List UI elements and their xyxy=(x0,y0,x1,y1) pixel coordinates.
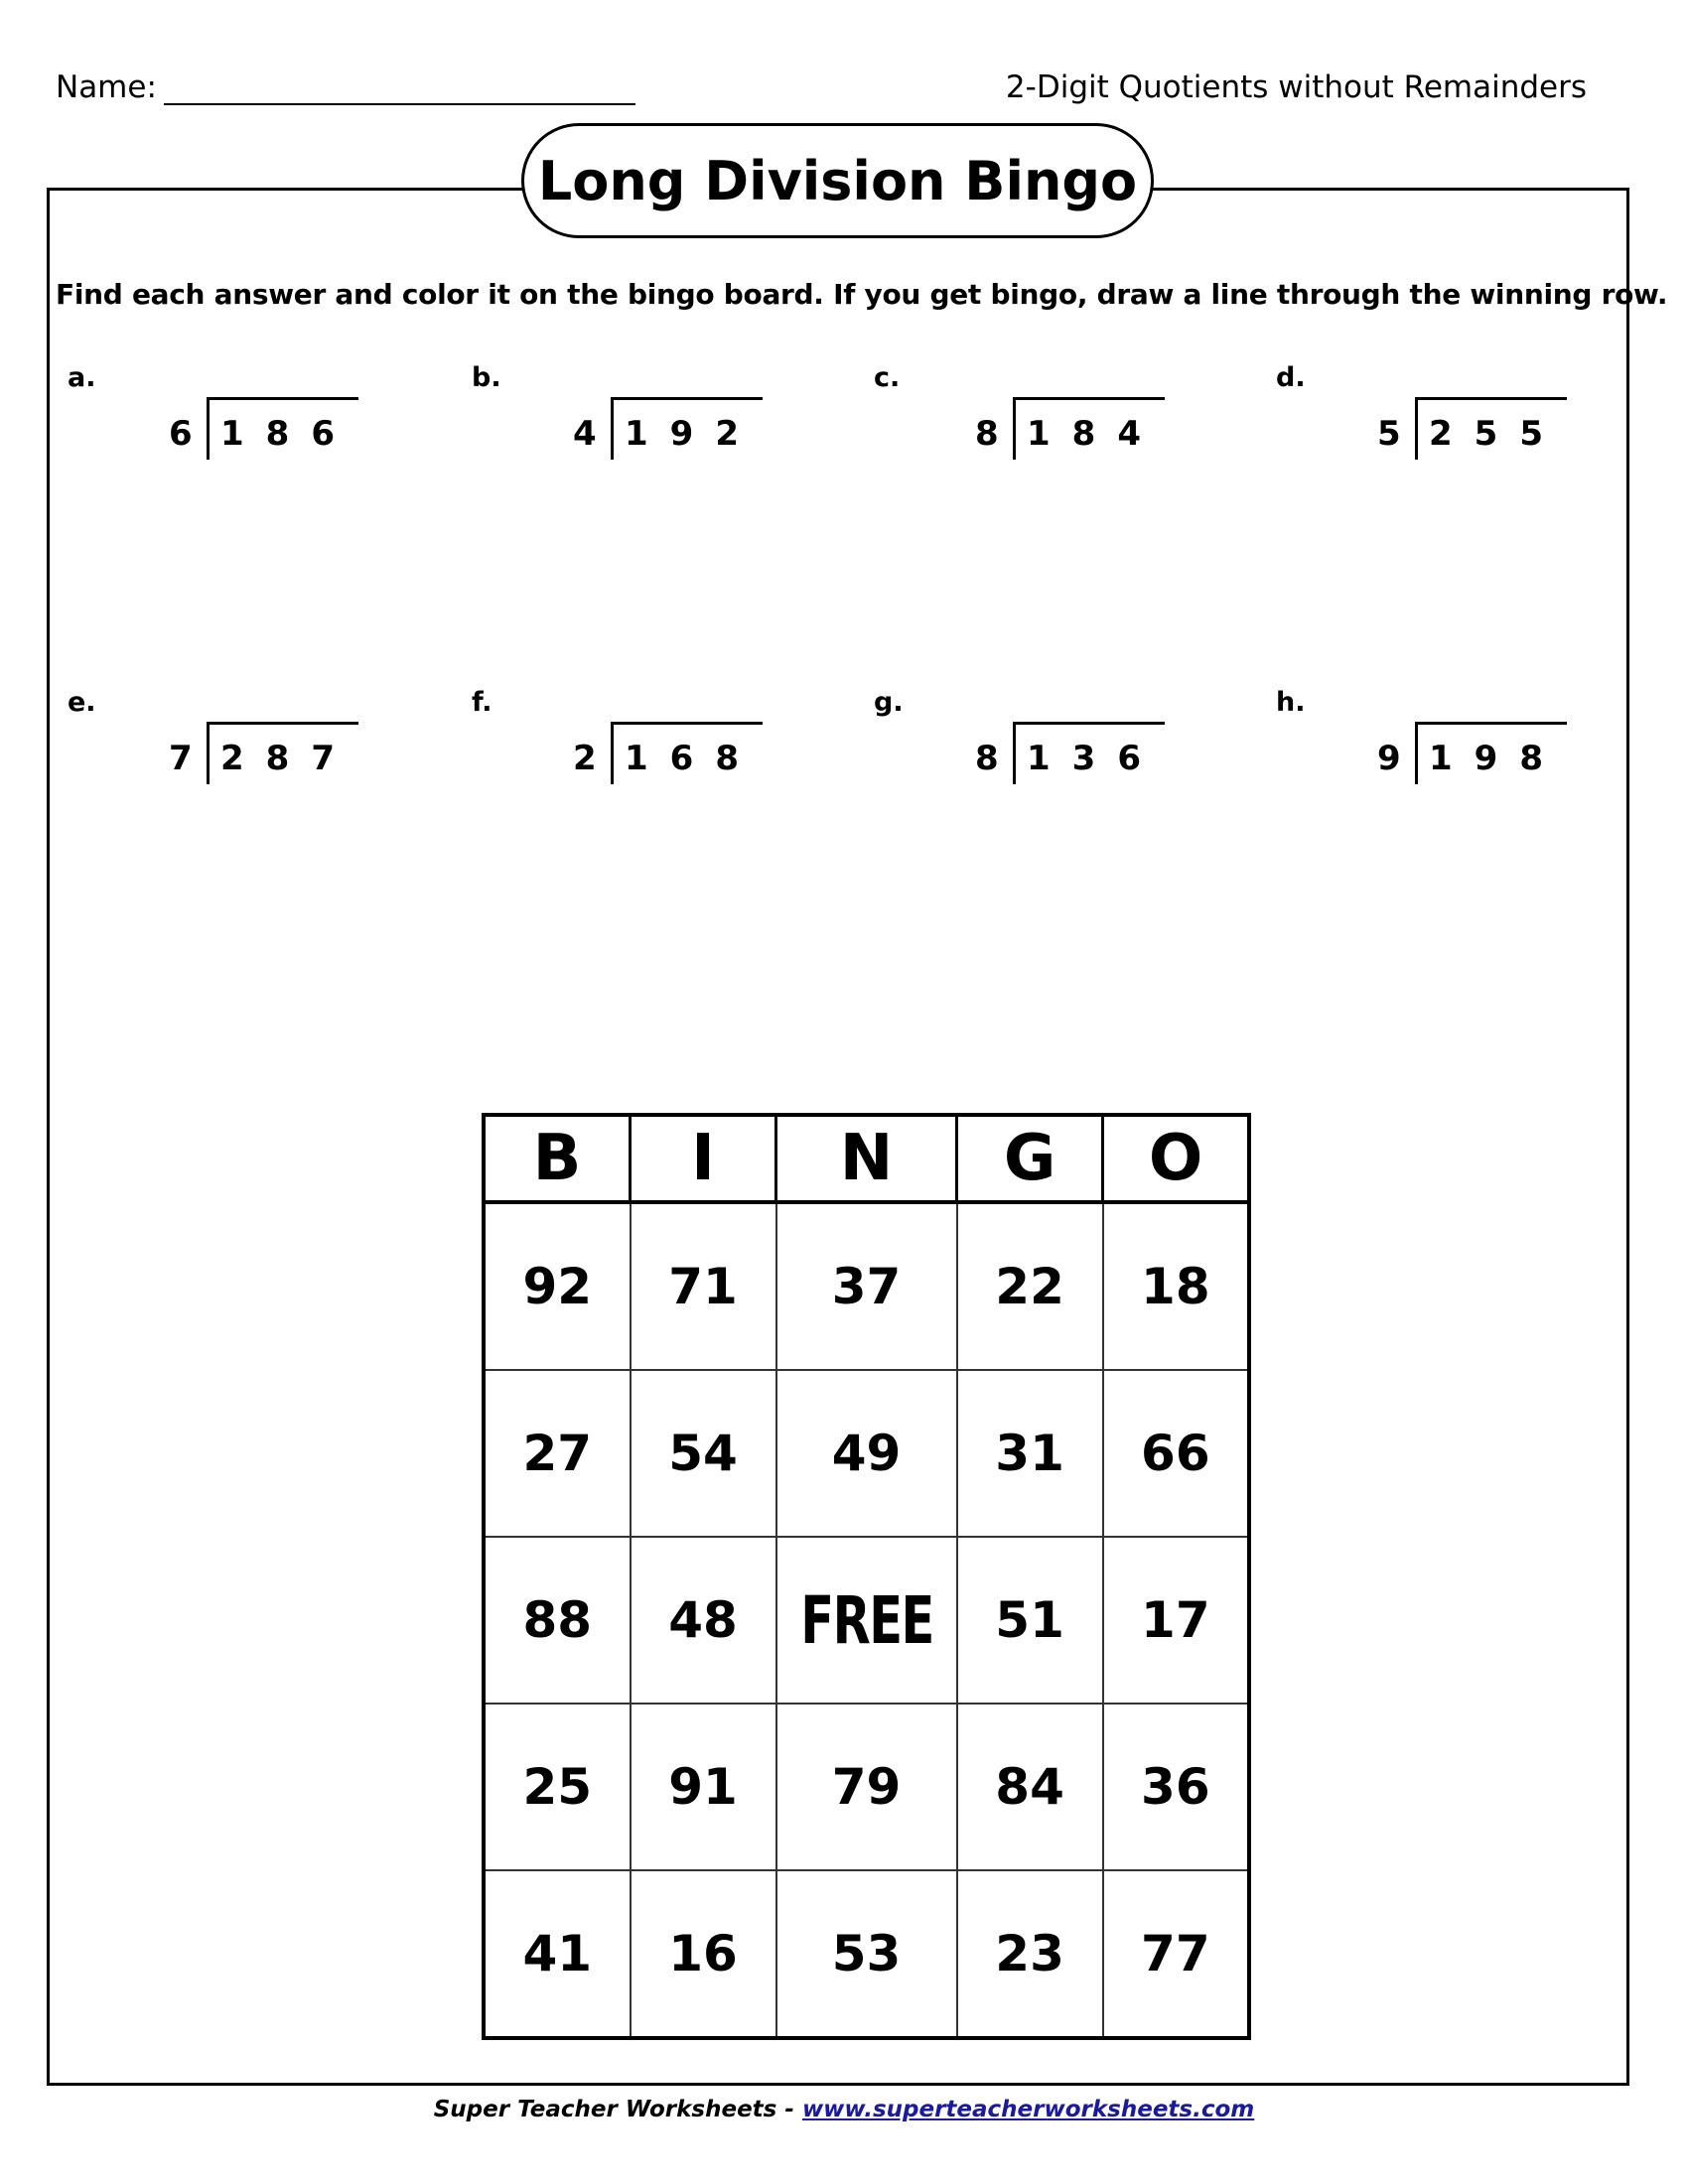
problem-label: d. xyxy=(1276,362,1306,393)
bingo-cell-value: 66 xyxy=(1141,1425,1210,1482)
bingo-cell-value: 71 xyxy=(668,1258,738,1315)
bingo-header-i: I xyxy=(631,1115,776,1202)
bingo-cell-value: 16 xyxy=(668,1925,738,1982)
division-problem xyxy=(68,362,465,511)
problem-label: c. xyxy=(874,362,901,393)
bingo-cell[interactable] xyxy=(957,1537,1103,1704)
bingo-cell-value: 48 xyxy=(668,1591,738,1649)
bingo-cell[interactable] xyxy=(957,1870,1103,2038)
bingo-cell[interactable] xyxy=(1103,1704,1250,1870)
bingo-cell[interactable] xyxy=(957,1704,1103,1870)
division-problem xyxy=(472,362,869,511)
bingo-cell-value: 91 xyxy=(668,1758,738,1816)
division-problem xyxy=(874,687,1271,836)
bingo-cell-value: 84 xyxy=(995,1758,1064,1816)
bingo-cell[interactable] xyxy=(631,1537,776,1704)
bingo-cell-value: 37 xyxy=(831,1258,902,1315)
footer-link[interactable]: www.superteacherworksheets.com xyxy=(801,2097,1255,2122)
bingo-cell[interactable] xyxy=(484,1870,631,2038)
dividend: 255 xyxy=(1429,414,1565,454)
bingo-cell[interactable] xyxy=(484,1202,631,1370)
divisor: 7 xyxy=(169,739,193,778)
problem-label: e. xyxy=(68,687,96,718)
dividend: 184 xyxy=(1027,414,1163,454)
dividend: 186 xyxy=(220,414,356,454)
bingo-cell-value: 41 xyxy=(522,1925,593,1982)
divisor: 9 xyxy=(1377,739,1401,778)
dividend: 168 xyxy=(625,739,761,778)
bingo-cell-value: 54 xyxy=(668,1425,738,1482)
bingo-cell[interactable] xyxy=(957,1370,1103,1537)
bingo-free-space[interactable] xyxy=(776,1537,957,1704)
name-label: Name: xyxy=(56,69,157,105)
bingo-cell[interactable] xyxy=(1103,1537,1250,1704)
bingo-cell[interactable] xyxy=(776,1704,957,1870)
problem-label: g. xyxy=(874,687,904,718)
bingo-cell-value: 23 xyxy=(995,1925,1064,1982)
bingo-cell-value: FREE xyxy=(799,1581,933,1659)
bingo-row xyxy=(484,1537,1249,1704)
division-problem xyxy=(1276,687,1673,836)
bingo-cell-value: 51 xyxy=(995,1591,1064,1649)
footer xyxy=(0,2097,1688,2122)
bingo-cell[interactable] xyxy=(776,1202,957,1370)
bingo-cell[interactable] xyxy=(1103,1370,1250,1537)
bingo-cell[interactable] xyxy=(776,1370,957,1537)
bingo-header-o: O xyxy=(1103,1115,1250,1202)
bingo-cell-value: 49 xyxy=(831,1425,902,1482)
bingo-cell[interactable] xyxy=(1103,1870,1250,2038)
bingo-cell-value: 17 xyxy=(1141,1591,1210,1649)
bingo-cell[interactable] xyxy=(484,1537,631,1704)
division-problem xyxy=(68,687,465,836)
bingo-cell[interactable] xyxy=(957,1202,1103,1370)
bingo-cell[interactable] xyxy=(776,1870,957,2038)
bingo-board xyxy=(482,1113,1251,2040)
bingo-cell-value: 77 xyxy=(1141,1925,1210,1982)
bingo-cell-value: 27 xyxy=(522,1425,593,1482)
bingo-header-n: N xyxy=(776,1115,957,1202)
name-field[interactable] xyxy=(164,103,635,105)
bingo-cell-value: 79 xyxy=(831,1758,902,1816)
problem-label: f. xyxy=(472,687,492,718)
divisor: 8 xyxy=(975,414,999,454)
problem-label: b. xyxy=(472,362,501,393)
bingo-cell-value: 92 xyxy=(522,1258,593,1315)
divisor: 8 xyxy=(975,739,999,778)
problem-label: a. xyxy=(68,362,96,393)
page-title: Long Division Bingo xyxy=(521,123,1154,238)
bingo-cell-value: 22 xyxy=(995,1258,1064,1315)
bingo-cell-value: 31 xyxy=(995,1425,1064,1482)
bingo-cell[interactable] xyxy=(631,1202,776,1370)
bingo-cell[interactable] xyxy=(631,1870,776,2038)
bingo-cell[interactable] xyxy=(631,1704,776,1870)
bingo-cell-value: 53 xyxy=(831,1925,902,1982)
worksheet-subtitle: 2-Digit Quotients without Remainders xyxy=(1005,69,1587,105)
dividend: 198 xyxy=(1429,739,1565,778)
bingo-cell[interactable] xyxy=(631,1370,776,1537)
bingo-cell-value: 18 xyxy=(1141,1258,1210,1315)
bingo-cell[interactable] xyxy=(1103,1202,1250,1370)
division-problem xyxy=(874,362,1271,511)
instructions: Find each answer and color it on the bingo board. If you get bingo, draw a line through the winning row. xyxy=(56,278,1668,311)
dividend: 192 xyxy=(625,414,761,454)
bingo-row xyxy=(484,1370,1249,1537)
bingo-cell-value: 36 xyxy=(1141,1758,1210,1816)
bingo-header-b: B xyxy=(484,1115,631,1202)
bingo-row xyxy=(484,1202,1249,1370)
divisor: 2 xyxy=(573,739,597,778)
problem-label: h. xyxy=(1276,687,1306,718)
divisor: 6 xyxy=(169,414,193,454)
division-problem xyxy=(1276,362,1673,511)
bingo-cell-value: 25 xyxy=(522,1758,593,1816)
divisor: 4 xyxy=(573,414,597,454)
bingo-cell[interactable] xyxy=(484,1704,631,1870)
bingo-cell[interactable] xyxy=(484,1370,631,1537)
dividend: 136 xyxy=(1027,739,1163,778)
bingo-header-g: G xyxy=(957,1115,1103,1202)
bingo-header-row xyxy=(484,1115,1249,1202)
division-problem xyxy=(472,687,869,836)
footer-brand: Super Teacher Worksheets - xyxy=(433,2097,802,2122)
dividend: 287 xyxy=(220,739,356,778)
bingo-cell-value: 88 xyxy=(522,1591,593,1649)
bingo-row xyxy=(484,1870,1249,2038)
bingo-row xyxy=(484,1704,1249,1870)
divisor: 5 xyxy=(1377,414,1401,454)
